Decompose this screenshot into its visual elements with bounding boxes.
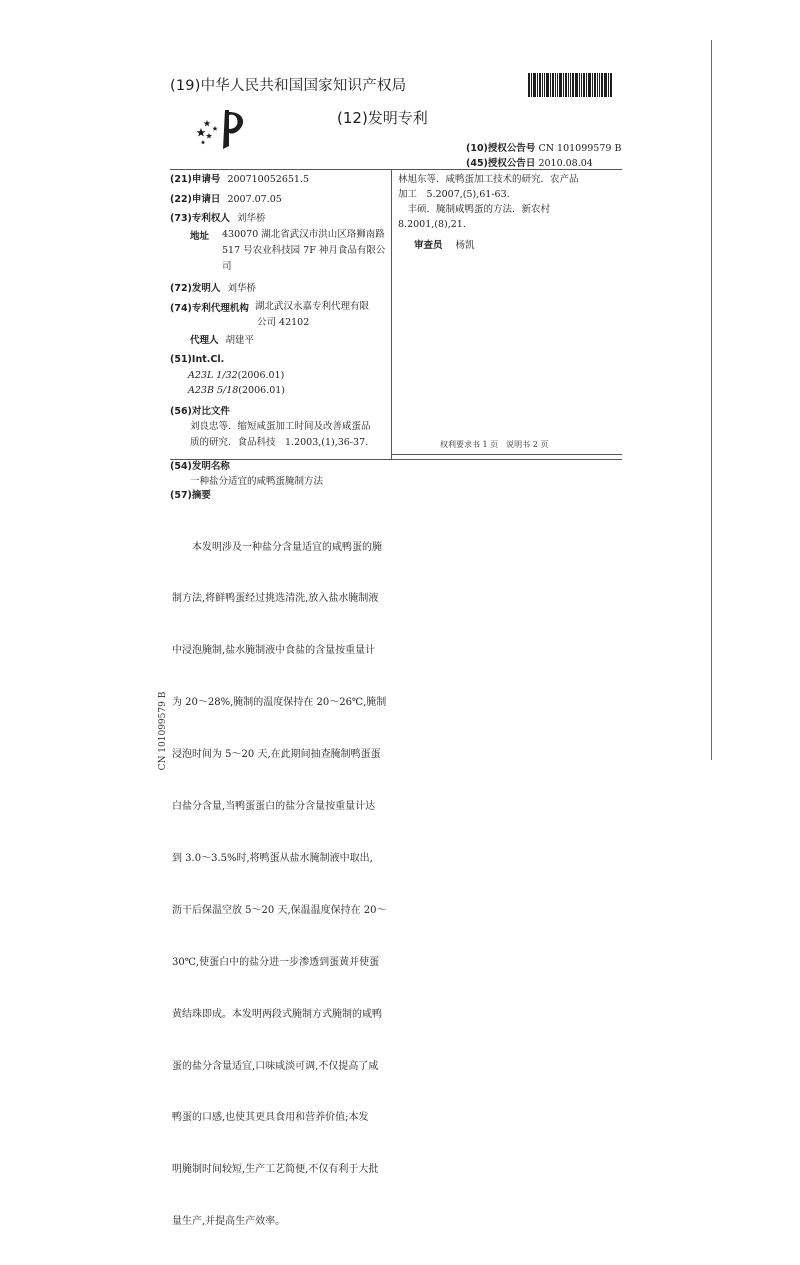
- application-number: [170, 172, 309, 187]
- abstract-line: 鸭蛋的口感,也使其更具食用和营养价值;本发: [172, 1112, 369, 1124]
- reference-line: 刘良忠等．缩短咸蛋加工时间及改善咸蛋品: [190, 421, 371, 432]
- abstract-line: 到 3.0～3.5%时,将鸭蛋从盐水腌制液中取出,: [172, 852, 373, 864]
- inventor-value: 刘华桥: [227, 283, 256, 294]
- abstract-line: 量生产,并提高生产效率。: [172, 1216, 286, 1228]
- agency-line: 公司 42102: [257, 317, 310, 328]
- reference-line: 林旭东等．咸鸭蛋加工技术的研究．农产品: [398, 174, 579, 185]
- application-number-label: (21)申请号: [170, 174, 221, 185]
- reference-line: 8.2001,(8),21.: [398, 219, 466, 230]
- ipc-label: [170, 352, 224, 367]
- inventor: [170, 281, 256, 296]
- abstract-line: 本发明涉及一种盐分含量适宜的咸鸭蛋的腌: [172, 541, 382, 553]
- document-type: (12)发明专利: [337, 109, 428, 127]
- divider-top: [170, 169, 622, 170]
- side-publication-number-text: CN 101099579 B: [158, 691, 168, 771]
- abstract-body: [172, 504, 387, 1265]
- address-line: 517 号农业科技园 7F 神月食品有限公: [222, 245, 386, 256]
- address-label: [190, 229, 209, 244]
- abstract-line: 制方法,将鲜鸭蛋经过挑选清洗,放入盐水腌制液: [172, 593, 379, 605]
- ipc-class-1-code: A23L 1/32: [188, 370, 238, 381]
- patentee: [170, 211, 265, 226]
- publication-number-label: (10)授权公告号: [466, 143, 536, 154]
- application-date-value: 2007.07.05: [227, 194, 282, 205]
- agent-value: 胡建平: [225, 335, 255, 346]
- ipc-class-1-date: (2006.01): [237, 370, 285, 381]
- publication-date: [466, 155, 593, 169]
- publication-date-label: (45)授权公告日: [466, 158, 536, 169]
- cnipa-logo-icon: [195, 106, 251, 150]
- page-edge-line: [711, 40, 712, 760]
- publication-date-value: 2010.08.04: [538, 158, 593, 169]
- application-date: [170, 192, 282, 207]
- ipc-class-2-date: (2006.01): [238, 385, 285, 396]
- abstract-line: 为 20～28%,腌制的温度保持在 20～26℃,腌制: [172, 697, 387, 709]
- patentee-label: (73)专利权人: [170, 213, 230, 224]
- divider-middle: [170, 459, 622, 460]
- ipc-label-text: (51)Int.Cl.: [170, 354, 225, 365]
- examiner-label: 审查员: [414, 240, 443, 251]
- examiner-value: 杨凯: [455, 240, 475, 251]
- patentee-value: 刘华桥: [236, 213, 266, 224]
- examiner: [414, 237, 475, 251]
- agency-label-text: (74)专利代理机构: [170, 303, 249, 314]
- reference-line: 丰硕．腌制咸鸭蛋的方法．新农村: [398, 204, 551, 215]
- agency-label: [170, 301, 249, 316]
- references-left: [190, 419, 371, 451]
- reference-line: 加工 5.2007,(5),61-63.: [398, 189, 510, 200]
- page-count-info: 权利要求书 1 页 说明书 2 页: [440, 440, 549, 449]
- abstract-line: 白盐分含量,当鸭蛋蛋白的盐分含量按重量计达: [172, 801, 376, 813]
- divider-right-bottom: [391, 454, 622, 455]
- agency-line: 湖北武汉永嘉专利代理有限: [255, 301, 370, 312]
- inventor-label: (72)发明人: [170, 283, 221, 294]
- invention-title-label-text: (54)发明名称: [170, 461, 230, 472]
- references-label-text: (56)对比文件: [170, 406, 230, 417]
- invention-title: 一种盐分适宜的咸鸭蛋腌制方法: [190, 476, 324, 487]
- abstract-line: 浸泡时间为 5～20 天,在此期间抽查腌制鸭蛋蛋: [172, 749, 381, 761]
- agent-label: 代理人: [190, 335, 219, 346]
- references-right: [398, 172, 579, 232]
- ipc-class-2-code: A23B 5/18: [188, 385, 239, 396]
- abstract-line: 30℃,使蛋白中的盐分进一步渗透到蛋黄并使蛋: [172, 956, 380, 968]
- abstract-line: 沥干后保温空放 5～20 天,保温温度保持在 20～: [172, 904, 387, 916]
- invention-title-label: [170, 459, 230, 474]
- abstract-line: 黄结珠即成。本发明两段式腌制方式腌制的咸鸭: [172, 1008, 382, 1020]
- address-label-text: 地址: [190, 231, 210, 242]
- abstract-line: 蛋的盐分含量适宜,口味咸淡可调,不仅提高了咸: [172, 1060, 379, 1072]
- abstract-line: 中浸泡腌制,盐水腌制液中食盐的含量按重量计: [172, 645, 376, 657]
- side-publication-number: [156, 686, 170, 776]
- address-value: [222, 227, 385, 275]
- reference-line: 质的研究．食品科技 1.2003,(1),36-37.: [190, 437, 369, 448]
- address-line: 430070 湖北省武汉市洪山区珞狮南路: [222, 229, 385, 240]
- ipc-class-2: [188, 383, 285, 398]
- agent: [190, 333, 254, 348]
- agency-value: [255, 299, 369, 331]
- publication-number: [466, 140, 621, 154]
- abstract-line: 明腌制时间较短,生产工艺简便,不仅有利于大批: [172, 1164, 379, 1176]
- issuing-office: (19)中华人民共和国国家知识产权局: [170, 78, 407, 94]
- application-date-label: (22)申请日: [170, 194, 221, 205]
- abstract-label-text: (57)摘要: [170, 490, 211, 501]
- application-number-value: 200710052651.5: [227, 174, 310, 185]
- publication-number-value: CN 101099579 B: [538, 143, 622, 154]
- column-divider: [391, 170, 392, 459]
- barcode-icon: [528, 73, 614, 97]
- abstract-label: [170, 488, 211, 503]
- address-line: 司: [222, 261, 232, 272]
- ipc-class-1: [188, 368, 284, 383]
- references-label: [170, 404, 230, 419]
